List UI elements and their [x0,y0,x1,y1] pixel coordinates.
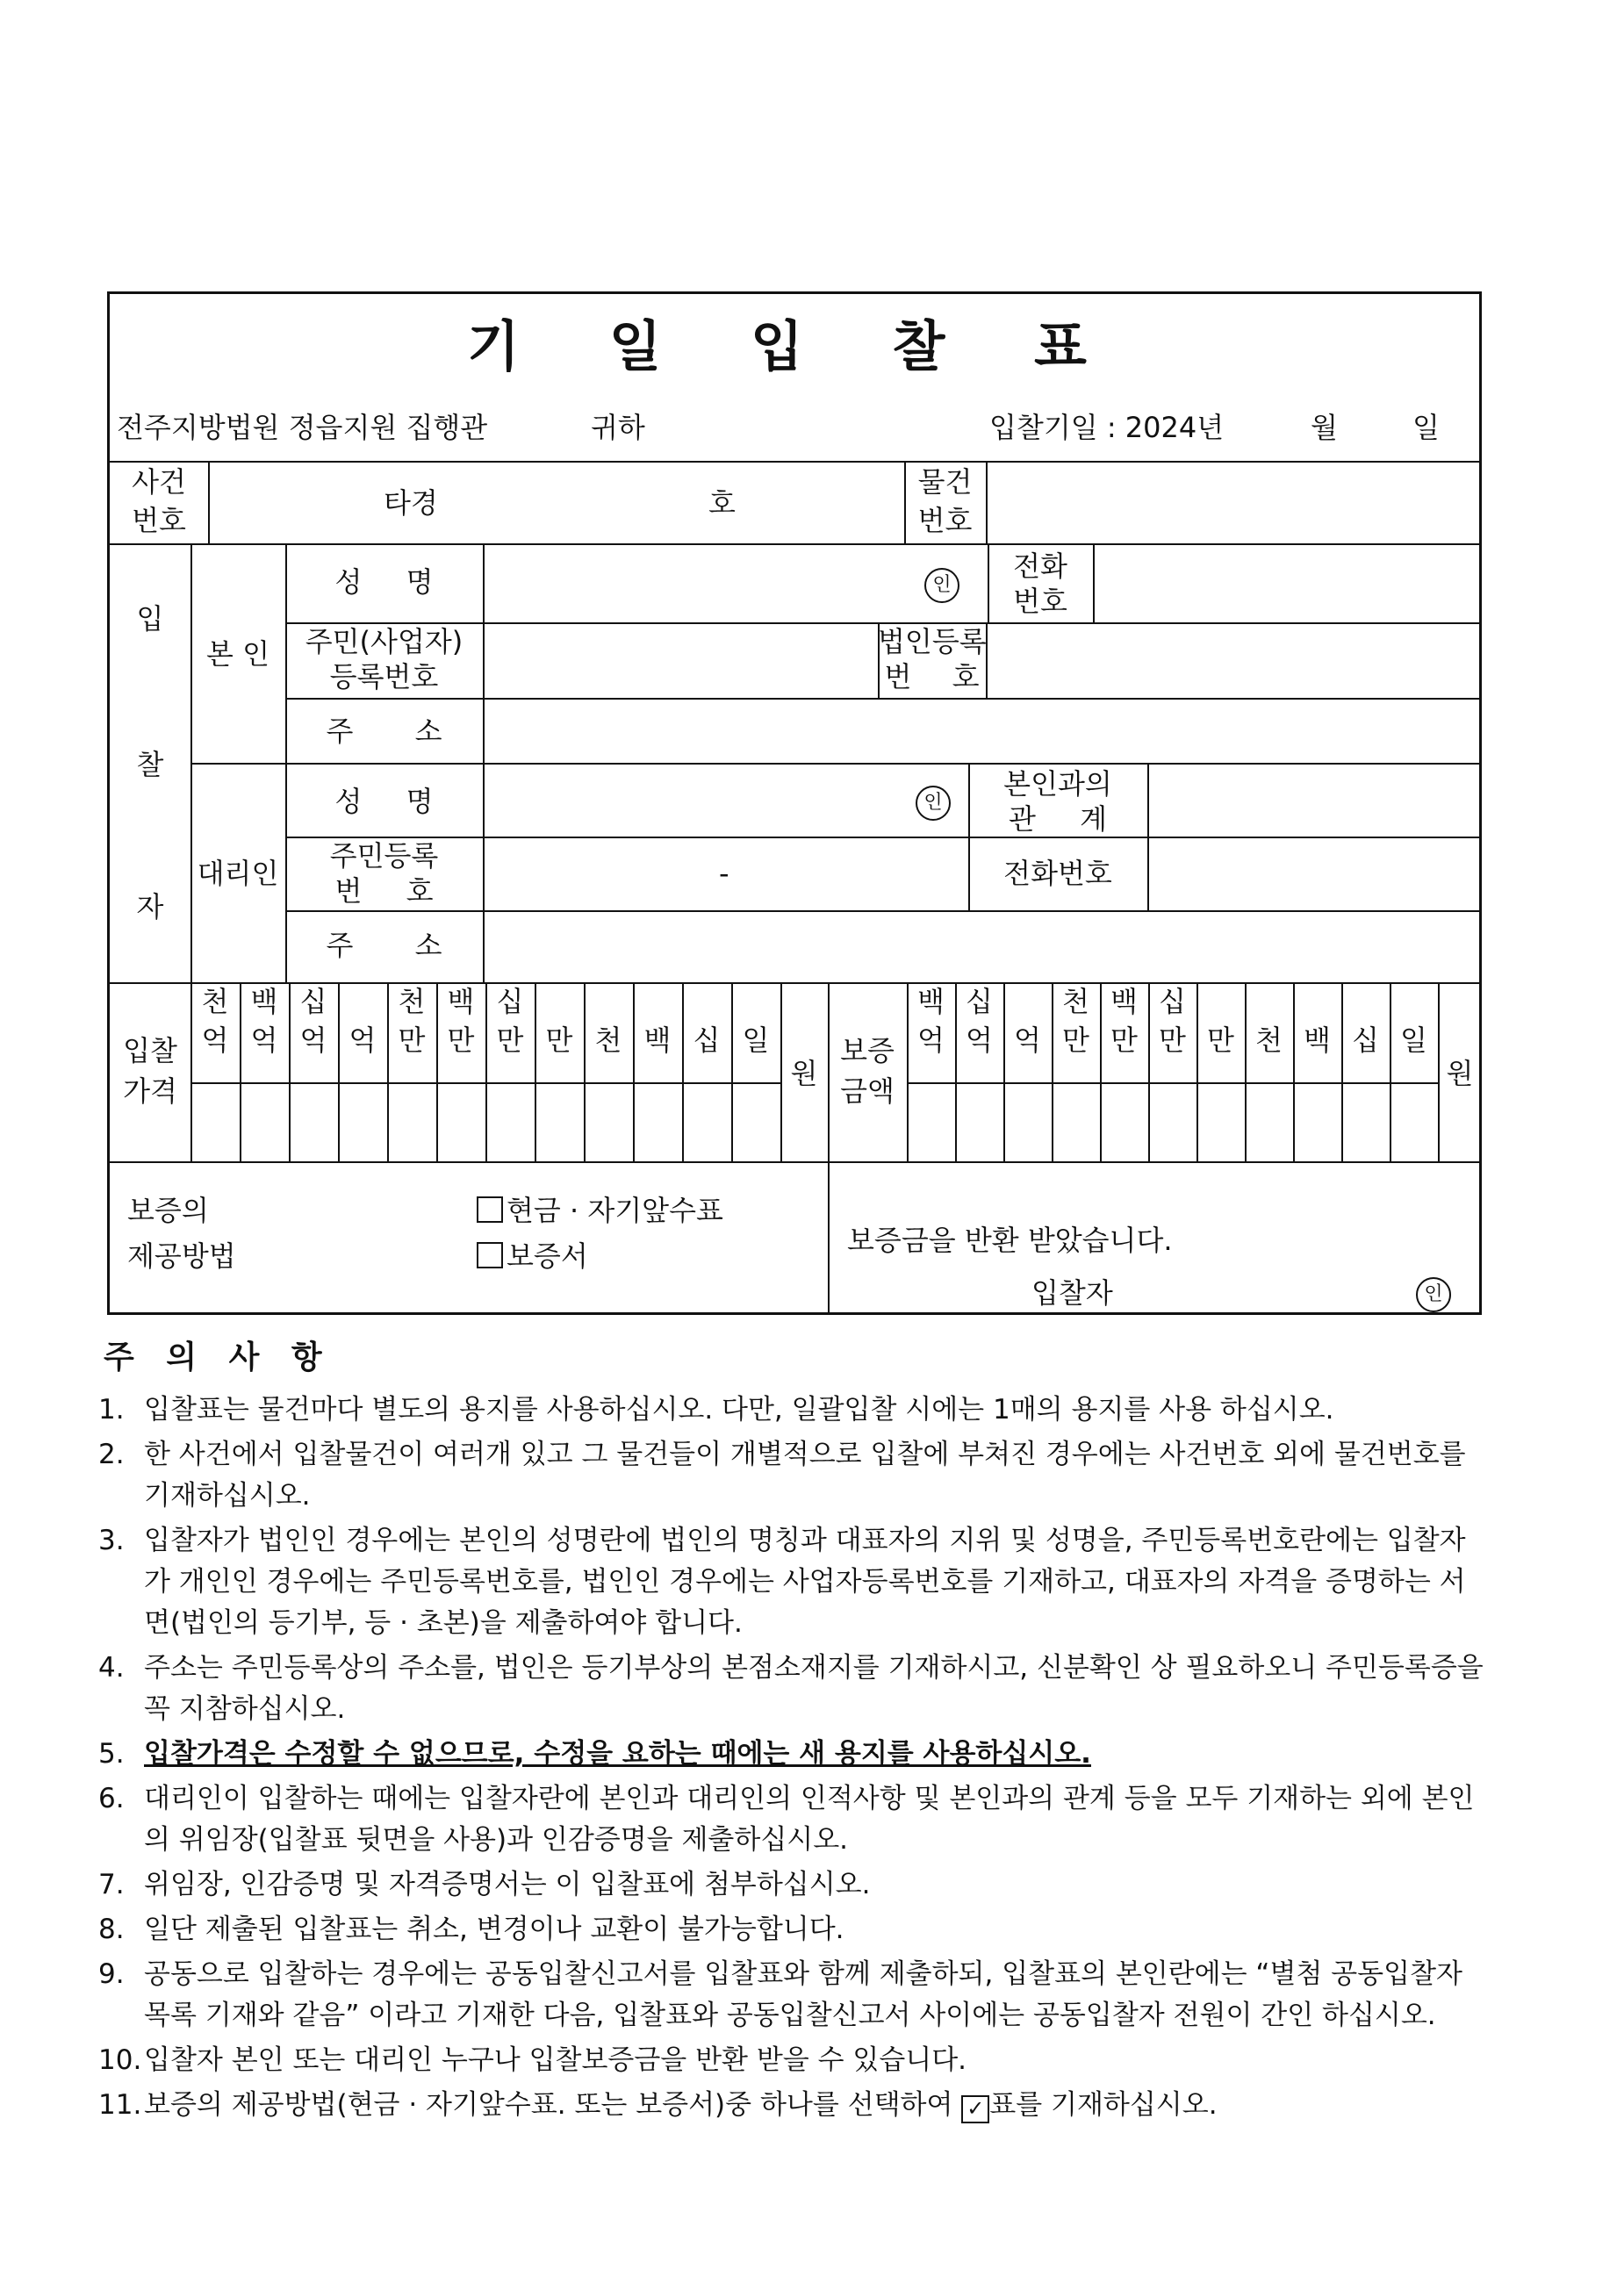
note-item [98,2040,1485,2081]
digit-input-cell[interactable] [733,1082,779,1158]
note-text: 입찰자 본인 또는 대리인 누구나 입찰보증금을 반환 받을 수 있습니다. [144,2044,967,2076]
note-item [98,1864,1485,1906]
digit-input-cell[interactable] [192,1082,238,1158]
price-label: 가격 [123,1074,177,1108]
note-item [98,1648,1485,1730]
digit-place-label: 천 [1255,1023,1283,1057]
rule [190,1082,780,1084]
notes-heading: 주 의 사 항 [104,1340,333,1375]
agent-phone-label: 전화번호 [1003,857,1112,890]
digit-place-label: 억 [1014,1023,1041,1057]
price-label: 입찰 [123,1034,177,1067]
digit-input-cell[interactable] [1102,1082,1146,1158]
agent-address-field[interactable] [487,914,1477,979]
digit-place-label: 억 [299,1023,327,1057]
bid-day-label: 일 [1412,411,1440,444]
cash-option[interactable] [477,1193,723,1228]
note-item [98,1909,1485,1950]
currency-unit: 원 [790,1057,818,1090]
note-item [98,1390,1485,1431]
form-title: 기 일 입 찰 표 [467,314,1122,378]
note-text: 입찰표는 물건마다 별도의 용지를 사용하십시오. 다만, 일괄입찰 시에는 1매의 용지를 사용 하십시오. [144,1394,1334,1426]
digit-place-label: 백 [250,985,278,1018]
bidder-section-label: 자 [136,890,164,923]
digit-input-cell[interactable] [684,1082,729,1158]
item-number-label: 번호 [917,504,973,537]
note-text: 대리인이 입찰하는 때에는 입찰자란에 본인과 대리인의 인적사항 및 본인과의 관계 등을 모두 기재하는 외에 본인의 위임장(입찰표 뒷면을 사용)과 인감증명을 제출하십시오. [144,1783,1475,1856]
item-number-field[interactable] [989,464,1477,540]
note-number: 1. [98,1394,125,1426]
digit-input-cell[interactable] [957,1082,1002,1158]
note-number: 7. [98,1869,125,1900]
digit-place-label: 백 [1110,985,1138,1018]
method-label: 보증의 [127,1194,209,1227]
agent-name-label: 성 명 [334,785,434,818]
principal-reg-label: 등록번호 [329,660,439,693]
digit-input-cell[interactable] [241,1082,287,1158]
digit-place-label: 만 [447,1023,475,1057]
note-number: 3. [98,1525,125,1556]
corp-reg-label: 번 호 [884,660,980,693]
note-text: 위임장, 인감증명 및 자격증명서는 이 입찰표에 첨부하십시오. [144,1869,871,1900]
bid-date-label: 입찰기일 : 2024년 [989,411,1225,444]
principal-phone-field[interactable] [1096,547,1477,619]
digit-place-label: 억 [966,1023,993,1057]
bid-form [107,291,1482,1315]
digit-place-label: 백 [447,985,475,1018]
note-number: 8. [98,1914,125,1945]
note-text: 일단 제출된 입찰표는 취소, 변경이나 교환이 불가능합니다. [144,1914,844,1945]
note-number: 11. [98,2089,142,2121]
digit-place-label: 억 [917,1023,945,1057]
rule [208,461,210,543]
agent-reg-label: 번 호 [334,874,434,908]
agent-address-label: 주 소 [326,929,442,962]
bond-checkbox[interactable] [477,1242,503,1268]
relation-field[interactable] [1151,766,1477,833]
case-number-field[interactable] [447,470,693,536]
digit-place-label: 십 [496,985,524,1018]
method-label: 제공방법 [127,1239,236,1273]
note-item [98,1778,1485,1861]
seal-mark: 인 [916,786,951,821]
agent-name-field[interactable] [487,766,979,833]
addressee: 귀하 [591,411,645,444]
digit-input-cell[interactable] [1391,1082,1436,1158]
rule [110,543,1482,545]
principal-reg-field[interactable] [487,626,873,694]
rule [828,982,830,1312]
case-label: 사건 [132,465,186,499]
seal-mark: 인 [1416,1277,1451,1312]
note-number: 6. [98,1783,125,1814]
note-item [98,1734,1485,1775]
digit-place-label: 천 [201,985,229,1018]
principal-phone-label: 전화 [1013,549,1067,583]
returned-bidder-label: 입찰자 [1031,1276,1113,1310]
digit-input-cell[interactable] [1343,1082,1388,1158]
note-text: 입찰가격은 수정할 수 없으므로, 수정을 요하는 때에는 새 용지를 사용하십시오. [144,1738,1091,1770]
digit-place-label: 십 [693,1023,721,1057]
rule [285,698,1482,700]
bid-month-label: 월 [1311,411,1338,444]
deposit-returned-text: 보증금을 반환 받았습니다. [847,1224,1173,1257]
digit-place-label: 십 [966,985,993,1018]
agent-label: 대리인 [197,857,279,890]
digit-place-label: 백 [643,1023,672,1057]
note-number: 4. [98,1652,125,1684]
digit-place-label: 만 [398,1023,426,1057]
note-item [98,2085,1485,2126]
bidder-section-label: 입 [136,602,164,636]
digit-place-label: 백 [917,985,945,1018]
rule [907,1082,1438,1084]
note-text: 한 사건에서 입찰물건이 여러개 있고 그 물건들이 개별적으로 입찰에 부쳐진 경우에는 사건번호 외에 물건번호를 기재하십시오. [144,1439,1466,1512]
agent-reg-dash: - [719,857,729,890]
item-number-label: 물건 [917,465,973,499]
case-prefix: 타경 [384,486,438,520]
digit-input-cell[interactable] [1198,1082,1243,1158]
rule [1093,543,1095,622]
note-text: 입찰자가 법인인 경우에는 본인의 성명란에 법인의 명칭과 대표자의 지위 및 성명을, 주민등록번호란에는 입찰자가 개인인 경우에는 주민등록번호를, 법인인 경우에는 사업자등록번호를 기재하고, 대표자의 자격을 증명하는 서면(법인의 등기부, 등 · 초본)을 제출하여야 합니다. [144,1525,1466,1639]
relation-label: 본인과의 [1003,767,1112,801]
digit-place-label: 일 [1400,1023,1427,1057]
currency-unit: 원 [1446,1057,1474,1090]
rule [110,461,1482,463]
deposit-label: 금액 [840,1074,895,1108]
principal-reg-label: 주민(사업자) [305,625,463,658]
cash-checkbox[interactable] [477,1196,503,1223]
digit-input-cell[interactable] [1295,1082,1340,1158]
note-text: 공동으로 입찰하는 경우에는 공동입찰신고서를 입찰표와 함께 제출하되, 입찰표의 본인란에는 “별첨 공동입찰자목록 기재와 같음” 이라고 기재한 다음, 입찰표와 공동입찰신고서 사이에는 공동입찰자 전원이 간인 하십시오. [144,1958,1462,2031]
note-number: 5. [98,1738,125,1770]
digit-place-label: 천 [398,985,426,1018]
seal-mark: 인 [924,568,959,603]
bond-option[interactable] [477,1239,588,1274]
digit-place-label: 만 [1110,1023,1138,1057]
principal-label: 본 인 [206,637,269,671]
rule [190,763,1482,765]
notes-section [98,1332,1485,2130]
note-text [144,2085,1485,2126]
digit-input-cell[interactable] [909,1082,953,1158]
digit-input-cell[interactable] [586,1082,631,1158]
rule [1147,763,1149,910]
court-name: 전주지방법원 정읍지원 집행관 [117,411,488,444]
digit-place-label: 십 [1352,1023,1379,1057]
principal-address-label: 주 소 [326,715,442,748]
digit-input-cell[interactable] [487,1082,533,1158]
note-text-part: 표를 기재하십시오. [989,2089,1218,2121]
rule [285,910,1482,912]
bond-option-label: 보증서 [507,1239,588,1273]
relation-label: 관 계 [1009,802,1107,836]
note-text: 주소는 주민등록상의 주소를, 법인은 등기부상의 본점소재지를 기재하시고, 신분확인 상 필요하오니 주민등록증을 꼭 지참하십시오. [144,1652,1484,1725]
rule [110,1161,1482,1163]
note-item [98,1434,1485,1517]
note-item [98,1954,1485,2036]
digit-place-label: 억 [250,1023,278,1057]
digit-input-cell[interactable] [635,1082,680,1158]
digit-input-cell[interactable] [1150,1082,1195,1158]
agent-reg-label: 주민등록 [329,839,439,873]
digit-input-cell[interactable] [389,1082,435,1158]
note-item [98,1520,1485,1644]
digit-place-label: 천 [594,1023,622,1057]
principal-name-label: 성 명 [334,565,434,599]
agent-phone-field[interactable] [1151,840,1477,907]
bidder-section-label: 찰 [136,748,164,781]
case-suffix: 호 [708,486,736,520]
case-label: 번호 [132,504,186,537]
rule [986,461,988,543]
digit-input-cell[interactable] [1247,1082,1291,1158]
digit-place-label: 만 [1207,1023,1234,1057]
note-number: 2. [98,1439,125,1470]
cash-option-label: 현금 · 자기앞수표 [507,1194,723,1227]
digit-place-label: 일 [742,1023,770,1057]
digit-place-label: 억 [201,1023,229,1057]
digit-place-label: 억 [349,1023,377,1057]
digit-place-label: 만 [496,1023,524,1057]
digit-input-cell[interactable] [340,1082,385,1158]
digit-input-cell[interactable] [1005,1082,1050,1158]
digit-place-label: 만 [545,1023,573,1057]
digit-place-label: 십 [1159,985,1186,1018]
note-text-part: 보증의 제공방법(현금 · 자기앞수표. 또는 보증서)중 하나를 선택하여 [144,2089,953,2121]
corp-reg-label: 법인등록 [878,625,987,658]
notes-list [98,1390,1485,2126]
digit-place-label: 천 [1062,985,1089,1018]
digit-input-cell[interactable] [438,1082,484,1158]
checkbox-check-icon: ✓ [961,2095,989,2123]
digit-place-label: 만 [1159,1023,1186,1057]
digit-place-label: 백 [1304,1023,1331,1057]
principal-address-field[interactable] [487,701,1477,759]
note-number: 9. [98,1958,125,1990]
digit-input-cell[interactable] [1053,1082,1098,1158]
digit-place-label: 만 [1062,1023,1089,1057]
corp-reg-field[interactable] [989,626,1477,694]
digit-input-cell[interactable] [291,1082,336,1158]
digit-place-label: 십 [299,985,327,1018]
note-number: 10. [98,2044,142,2076]
deposit-label: 보증 [840,1034,895,1067]
principal-phone-label: 번호 [1013,585,1067,618]
digit-input-cell[interactable] [536,1082,582,1158]
